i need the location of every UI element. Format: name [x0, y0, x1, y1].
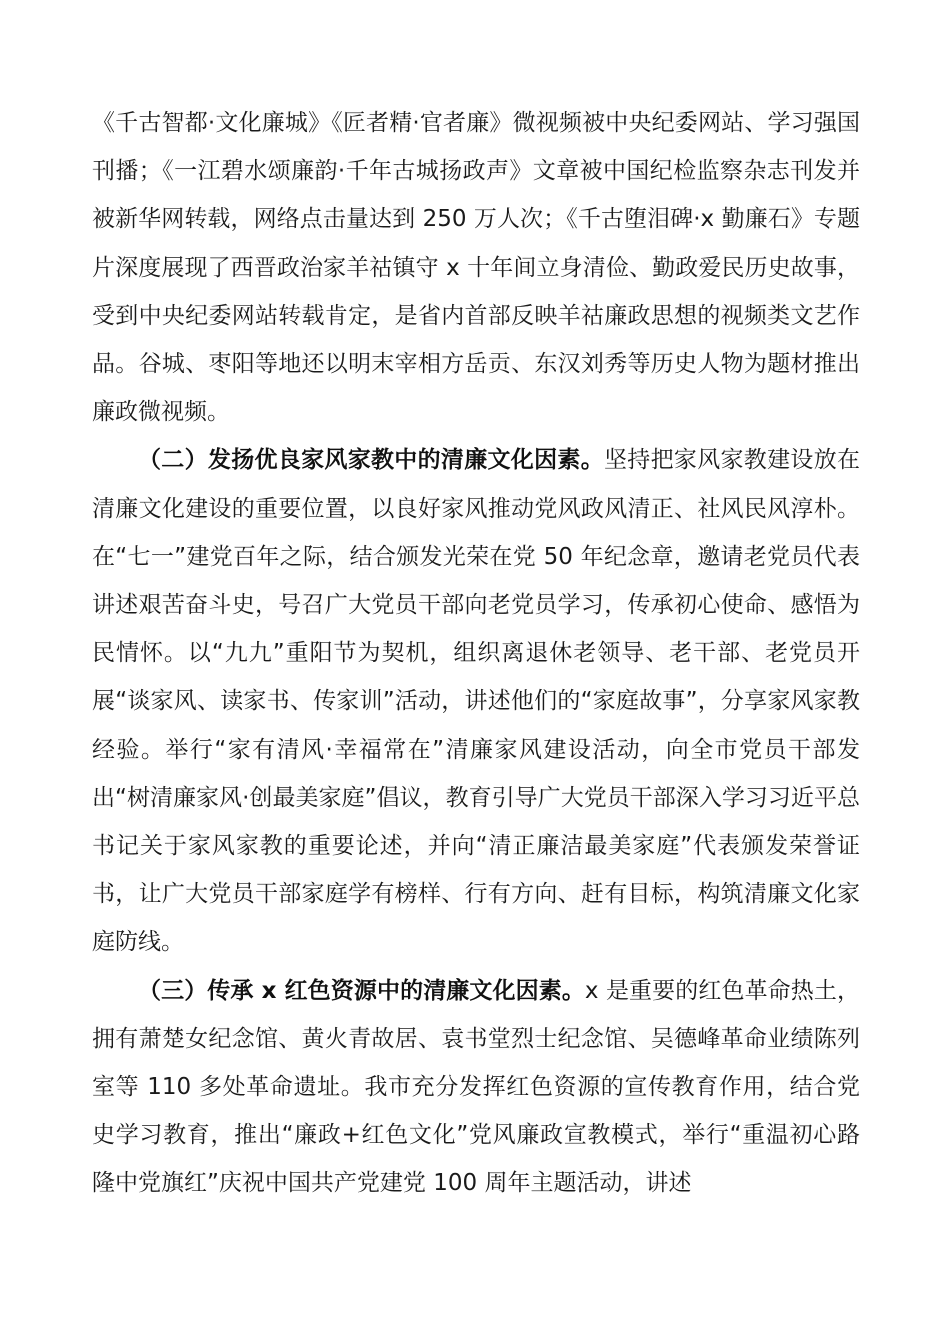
- paragraph-family-tradition: [92, 436, 860, 966]
- paragraph-red-resources-text: x 是重要的红色革命热土，拥有萧楚女纪念馆、黄火青故居、袁书堂烈士纪念馆、吴德峰革命业绩陈列室等 110 多处革命遗址。我市充分发挥红色资源的宣传教育作用，结合党史学习教育，推出“廉政+红色文化”党风廉政宣教模式，举行“重温初心路隆中党旗红”庆祝中国共产党建党 100 周年主题活动，讲述: [92, 977, 860, 1197]
- section-heading-3: （三）传承 x 红色资源中的清廉文化因素。: [138, 977, 585, 1004]
- paragraph-intro-text: 《千古智都·文化廉城》《匠者精·官者廉》微视频被中央纪委网站、学习强国刊播；《一江碧水颂廉韵·千年古城扬政声》文章被中国纪检监察杂志刊发并被新华网转载，网络点击量达到 250 万人次；《千古堕泪碑·x 勤廉石》专题片深度展现了西晋政治家羊祜镇守 x 十年间立身清俭、勤政爱民历史故事，受到中央纪委网站转载肯定，是省内首部反映羊祜廉政思想的视频类文艺作品。谷城、枣阳等地还以明末宰相方岳贡、东汉刘秀等历史人物为题材推出廉政微视频。: [92, 110, 860, 426]
- section-heading-2: （二）发扬优良家风家教中的清廉文化因素。: [138, 447, 604, 474]
- document-body: [92, 99, 860, 1208]
- paragraph-intro: [92, 99, 860, 436]
- paragraph-family-tradition-text: 坚持把家风家教建设放在清廉文化建设的重要位置，以良好家风推动党风政风清正、社风民风淳朴。在“七一”建党百年之际，结合颁发光荣在党 50 年纪念章，邀请老党员代表讲述艰苦奋斗史，号召广大党员干部向老党员学习，传承初心使命、感悟为民情怀。以“九九”重阳节为契机，组织离退休老领导、老干部、老党员开展“谈家风、读家书、传家训”活动，讲述他们的“家庭故事”，分享家风家教经验。举行“家有清风·幸福常在”清廉家风建设活动，向全市党员干部发出“树清廉家风·创最美家庭”倡议，教育引导广大党员干部深入学习习近平总书记关于家风家教的重要论述，并向“清正廉洁最美家庭”代表颁发荣誉证书，让广大党员干部家庭学有榜样、行有方向、赶有目标，构筑清廉文化家庭防线。: [92, 447, 861, 956]
- paragraph-red-resources: [92, 967, 860, 1208]
